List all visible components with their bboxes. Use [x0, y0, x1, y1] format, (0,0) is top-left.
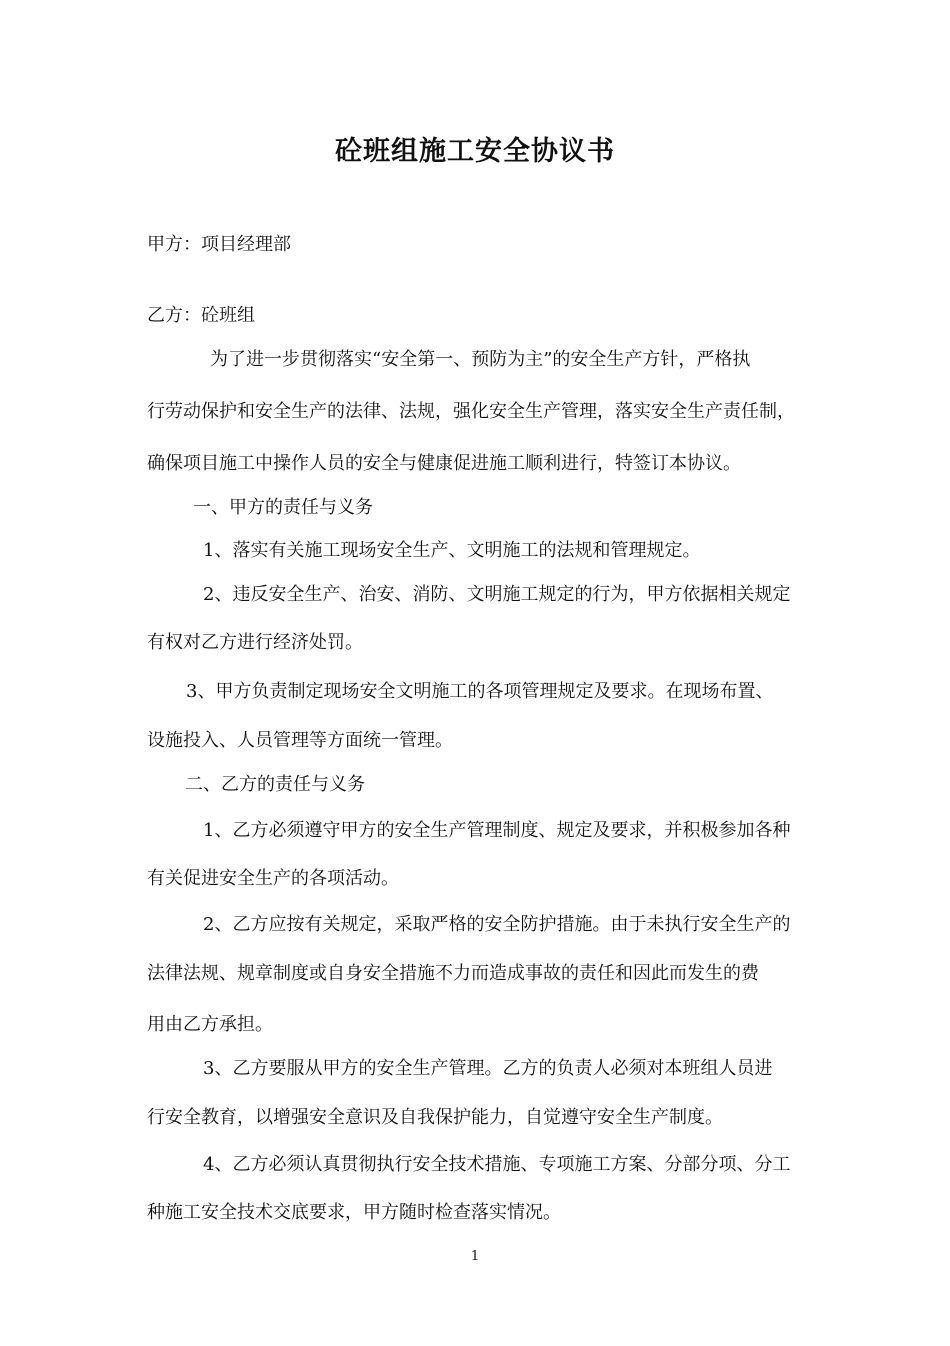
clause-line: 4、乙方必须认真贯彻执行安全技术措施、专项施工方案、分部分项、分工	[203, 1154, 791, 1175]
document-title: 砼班组施工安全协议书	[335, 136, 615, 167]
intro-line: 行劳动保护和安全生产的法律、法规，强化安全生产管理，落实安全生产责任制，	[147, 401, 795, 422]
clause-line: 3、甲方负责制定现场安全文明施工的各项管理规定及要求。在现场布置、	[186, 681, 774, 702]
clause-line: 种施工安全技术交底要求，甲方随时检查落实情况。	[147, 1202, 561, 1223]
clause-line: 3、乙方要服从甲方的安全生产管理。乙方的负责人必须对本班组人员进	[203, 1058, 773, 1079]
clause-line: 有权对乙方进行经济处罚。	[147, 632, 363, 653]
clause-line: 1、落实有关施工现场安全生产、文明施工的法规和管理规定。	[203, 540, 701, 561]
party-b-line: 乙方：砼班组	[147, 305, 255, 326]
clause-line: 2、违反安全生产、治安、消防、文明施工规定的行为，甲方依据相关规定	[203, 584, 791, 605]
clause-line: 2、乙方应按有关规定，采取严格的安全防护措施。由于未执行安全生产的	[203, 914, 791, 935]
page-number: 1	[470, 1249, 480, 1264]
section-heading: 一、甲方的责任与义务	[193, 497, 373, 518]
party-a-line: 甲方：项目经理部	[147, 234, 291, 255]
clause-line: 行安全教育，以增强安全意识及自我保护能力，自觉遵守安全生产制度。	[147, 1107, 723, 1128]
clause-line: 法律法规、规章制度或自身安全措施不力而造成事故的责任和因此而发生的费	[147, 963, 759, 984]
clause-line: 有关促进安全生产的各项活动。	[147, 868, 399, 889]
intro-line: 确保项目施工中操作人员的安全与健康促进施工顺利进行，特签订本协议。	[147, 453, 741, 474]
intro-line: 为了进一步贯彻落实“安全第一、预防为主”的安全生产方针，严格执	[210, 349, 751, 370]
clause-line: 用由乙方承担。	[147, 1014, 273, 1035]
clause-line: 1、乙方必须遵守甲方的安全生产管理制度、规定及要求，并积极参加各种	[203, 820, 791, 841]
clause-line: 设施投入、人员管理等方面统一管理。	[147, 730, 453, 751]
section-heading: 二、乙方的责任与义务	[185, 774, 365, 795]
